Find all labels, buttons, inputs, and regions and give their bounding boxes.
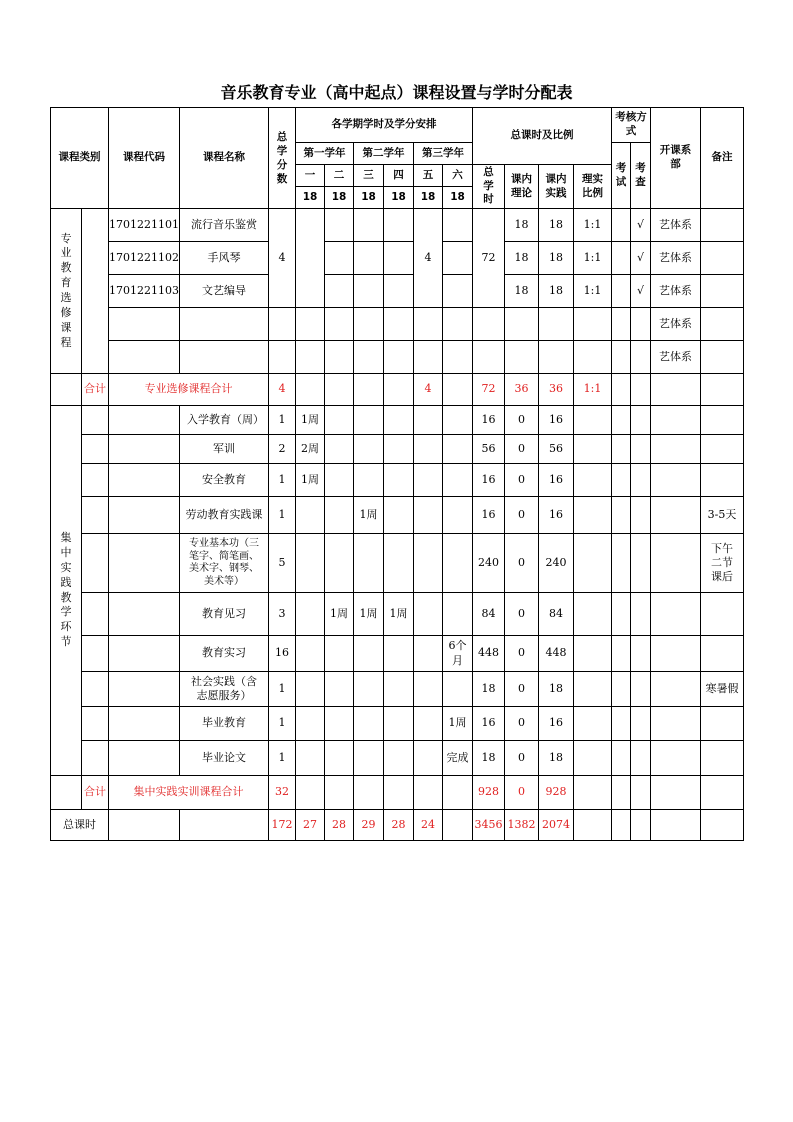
sem-value: 6个月 <box>443 636 473 672</box>
table-row <box>51 435 744 464</box>
department: 艺体系 <box>651 308 701 341</box>
credits: 1 <box>269 497 296 534</box>
table-row <box>51 497 744 534</box>
course-name: 文艺编导 <box>180 275 269 308</box>
credits: 1 <box>269 741 296 776</box>
check-mark: √ <box>631 242 651 275</box>
total-hours: 84 <box>473 593 505 636</box>
total-hours: 56 <box>473 435 505 464</box>
total-hours: 240 <box>473 534 505 593</box>
total-hours: 448 <box>473 636 505 672</box>
empty-cell <box>82 209 109 374</box>
subtotal-row <box>51 776 744 810</box>
course-name: 劳动教育实践课 <box>180 497 269 534</box>
subtotal-sem5: 4 <box>414 374 443 406</box>
practice-hours: 16 <box>539 464 574 497</box>
grand-total-s2: 28 <box>325 810 354 841</box>
remark: 下午二节课后 <box>701 534 744 593</box>
week-count: 18 <box>296 187 325 209</box>
course-code: 1701221103 <box>109 275 180 308</box>
theory-hours: 0 <box>505 741 539 776</box>
course-name: 专业基本功（三笔字、简笔画、美术字、钢琴、美术等） <box>180 534 269 593</box>
credits: 3 <box>269 593 296 636</box>
grand-total-practice: 2074 <box>539 810 574 841</box>
course-name: 手风琴 <box>180 242 269 275</box>
course-name: 教育见习 <box>180 593 269 636</box>
subtotal-label: 合计 <box>82 776 109 810</box>
theory-hours: 0 <box>505 464 539 497</box>
ratio: 1:1 <box>574 242 612 275</box>
sem-value: 1周 <box>325 593 354 636</box>
col-header-sem4: 四 <box>384 165 414 187</box>
empty-cell <box>296 209 325 308</box>
course-name: 流行音乐鉴赏 <box>180 209 269 242</box>
course-name: 教育实习 <box>180 636 269 672</box>
course-name: 社会实践（含志愿服务） <box>180 672 269 707</box>
grand-total-credits: 172 <box>269 810 296 841</box>
grand-total-s3: 29 <box>354 810 384 841</box>
department: 艺体系 <box>651 209 701 242</box>
credits: 16 <box>269 636 296 672</box>
table-row <box>51 308 744 341</box>
col-header-exam-group: 考核方式 <box>612 108 651 143</box>
col-header-category: 课程类别 <box>51 108 109 209</box>
check-mark: √ <box>631 209 651 242</box>
col-header-check: 考查 <box>631 143 651 209</box>
practice-hours: 448 <box>539 636 574 672</box>
col-header-remarks: 备注 <box>701 108 744 209</box>
sem-value: 1周 <box>354 497 384 534</box>
practice-hours: 16 <box>539 707 574 741</box>
department: 艺体系 <box>651 242 701 275</box>
grand-total-label: 总课时 <box>51 810 109 841</box>
subtotal-name: 专业选修课程合计 <box>109 374 269 406</box>
department: 艺体系 <box>651 275 701 308</box>
course-name: 安全教育 <box>180 464 269 497</box>
grand-total-s4: 28 <box>384 810 414 841</box>
total-hours: 16 <box>473 497 505 534</box>
total-hours: 18 <box>473 672 505 707</box>
subtotal-credits: 32 <box>269 776 296 810</box>
course-code: 1701221102 <box>109 242 180 275</box>
credits: 1 <box>269 464 296 497</box>
practice-hours: 18 <box>539 209 574 242</box>
practice-hours: 18 <box>539 275 574 308</box>
total-hours: 16 <box>473 464 505 497</box>
col-header-code: 课程代码 <box>109 108 180 209</box>
col-header-sem5: 五 <box>414 165 443 187</box>
theory-hours: 0 <box>505 636 539 672</box>
course-name: 入学教育（周） <box>180 406 269 435</box>
week-count: 18 <box>325 187 354 209</box>
subtotal-ratio: 1:1 <box>574 374 612 406</box>
sem-value: 1周 <box>354 593 384 636</box>
grand-total-hours: 3456 <box>473 810 505 841</box>
sem-value: 1周 <box>296 406 325 435</box>
col-header-name: 课程名称 <box>180 108 269 209</box>
credits: 1 <box>269 406 296 435</box>
subtotal-row <box>51 374 744 406</box>
theory-hours: 18 <box>505 275 539 308</box>
week-count: 18 <box>443 187 473 209</box>
curriculum-table <box>50 107 744 841</box>
elective-total-hours: 72 <box>473 209 505 308</box>
practice-hours: 18 <box>539 741 574 776</box>
theory-hours: 18 <box>505 242 539 275</box>
col-header-year2: 第二学年 <box>354 143 414 165</box>
course-name: 军训 <box>180 435 269 464</box>
theory-hours: 18 <box>505 209 539 242</box>
subtotal-practice: 928 <box>539 776 574 810</box>
credits: 2 <box>269 435 296 464</box>
theory-hours: 0 <box>505 593 539 636</box>
col-header-theory: 课内理论 <box>505 165 539 209</box>
page-title: 音乐教育专业（高中起点）课程设置与学时分配表 <box>220 83 573 102</box>
subtotal-theory: 0 <box>505 776 539 810</box>
total-hours: 16 <box>473 707 505 741</box>
grand-total-row <box>51 810 744 841</box>
week-count: 18 <box>414 187 443 209</box>
practice-hours: 56 <box>539 435 574 464</box>
subtotal-total: 72 <box>473 374 505 406</box>
department: 艺体系 <box>651 341 701 374</box>
theory-hours: 0 <box>505 534 539 593</box>
table-row <box>51 464 744 497</box>
theory-hours: 0 <box>505 406 539 435</box>
elective-sem5: 4 <box>414 209 443 308</box>
table-row <box>51 636 744 672</box>
col-header-sem2: 二 <box>325 165 354 187</box>
practice-hours: 16 <box>539 497 574 534</box>
sem-value: 1周 <box>384 593 414 636</box>
col-header-sem3: 三 <box>354 165 384 187</box>
table-row <box>51 672 744 707</box>
remark: 3-5天 <box>701 497 744 534</box>
col-header-exam: 考试 <box>612 143 631 209</box>
col-header-hours-group: 总课时及比例 <box>473 108 612 165</box>
course-code: 1701221101 <box>109 209 180 242</box>
credits: 5 <box>269 534 296 593</box>
table-row <box>51 275 744 308</box>
theory-hours: 0 <box>505 435 539 464</box>
total-hours: 18 <box>473 741 505 776</box>
subtotal-name: 集中实践实训课程合计 <box>109 776 269 810</box>
table-row <box>51 406 744 435</box>
sem-value: 2周 <box>296 435 325 464</box>
col-header-department: 开课系部 <box>651 108 701 209</box>
col-header-credits: 总学分数 <box>269 108 296 209</box>
col-header-practice: 课内实践 <box>539 165 574 209</box>
theory-hours: 0 <box>505 707 539 741</box>
table-row <box>51 741 744 776</box>
course-name: 毕业论文 <box>180 741 269 776</box>
theory-hours: 0 <box>505 497 539 534</box>
col-header-sem1: 一 <box>296 165 325 187</box>
subtotal-label: 合计 <box>82 374 109 406</box>
sem-value: 1周 <box>443 707 473 741</box>
table-row <box>51 707 744 741</box>
check-mark: √ <box>631 275 651 308</box>
col-header-year3: 第三学年 <box>414 143 473 165</box>
grand-total-s1: 27 <box>296 810 325 841</box>
col-header-total-hours: 总学时 <box>473 165 505 209</box>
subtotal-credits: 4 <box>269 374 296 406</box>
ratio: 1:1 <box>574 209 612 242</box>
credits: 1 <box>269 707 296 741</box>
col-header-ratio: 理实比例 <box>574 165 612 209</box>
week-count: 18 <box>354 187 384 209</box>
table-row <box>51 242 744 275</box>
remark: 寒暑假 <box>701 672 744 707</box>
practice-hours: 240 <box>539 534 574 593</box>
grand-total-s5: 24 <box>414 810 443 841</box>
table-row <box>51 534 744 593</box>
subtotal-practice: 36 <box>539 374 574 406</box>
category-elective: 专业教育选修课程 <box>51 209 82 374</box>
category-practice: 集中实践教学环节 <box>51 406 82 776</box>
practice-hours: 84 <box>539 593 574 636</box>
course-name: 毕业教育 <box>180 707 269 741</box>
table-row <box>51 209 744 242</box>
subtotal-total: 928 <box>473 776 505 810</box>
total-hours: 16 <box>473 406 505 435</box>
practice-hours: 18 <box>539 672 574 707</box>
ratio: 1:1 <box>574 275 612 308</box>
theory-hours: 0 <box>505 672 539 707</box>
grand-total-theory: 1382 <box>505 810 539 841</box>
practice-hours: 18 <box>539 242 574 275</box>
sem-value: 1周 <box>296 464 325 497</box>
col-header-sem6: 六 <box>443 165 473 187</box>
subtotal-theory: 36 <box>505 374 539 406</box>
elective-credits: 4 <box>269 209 296 308</box>
week-count: 18 <box>384 187 414 209</box>
col-header-year1: 第一学年 <box>296 143 354 165</box>
credits: 1 <box>269 672 296 707</box>
table-row <box>51 341 744 374</box>
sem-value: 完成 <box>443 741 473 776</box>
table-row <box>51 593 744 636</box>
practice-hours: 16 <box>539 406 574 435</box>
col-header-semester-group: 各学期学时及学分安排 <box>296 108 473 143</box>
